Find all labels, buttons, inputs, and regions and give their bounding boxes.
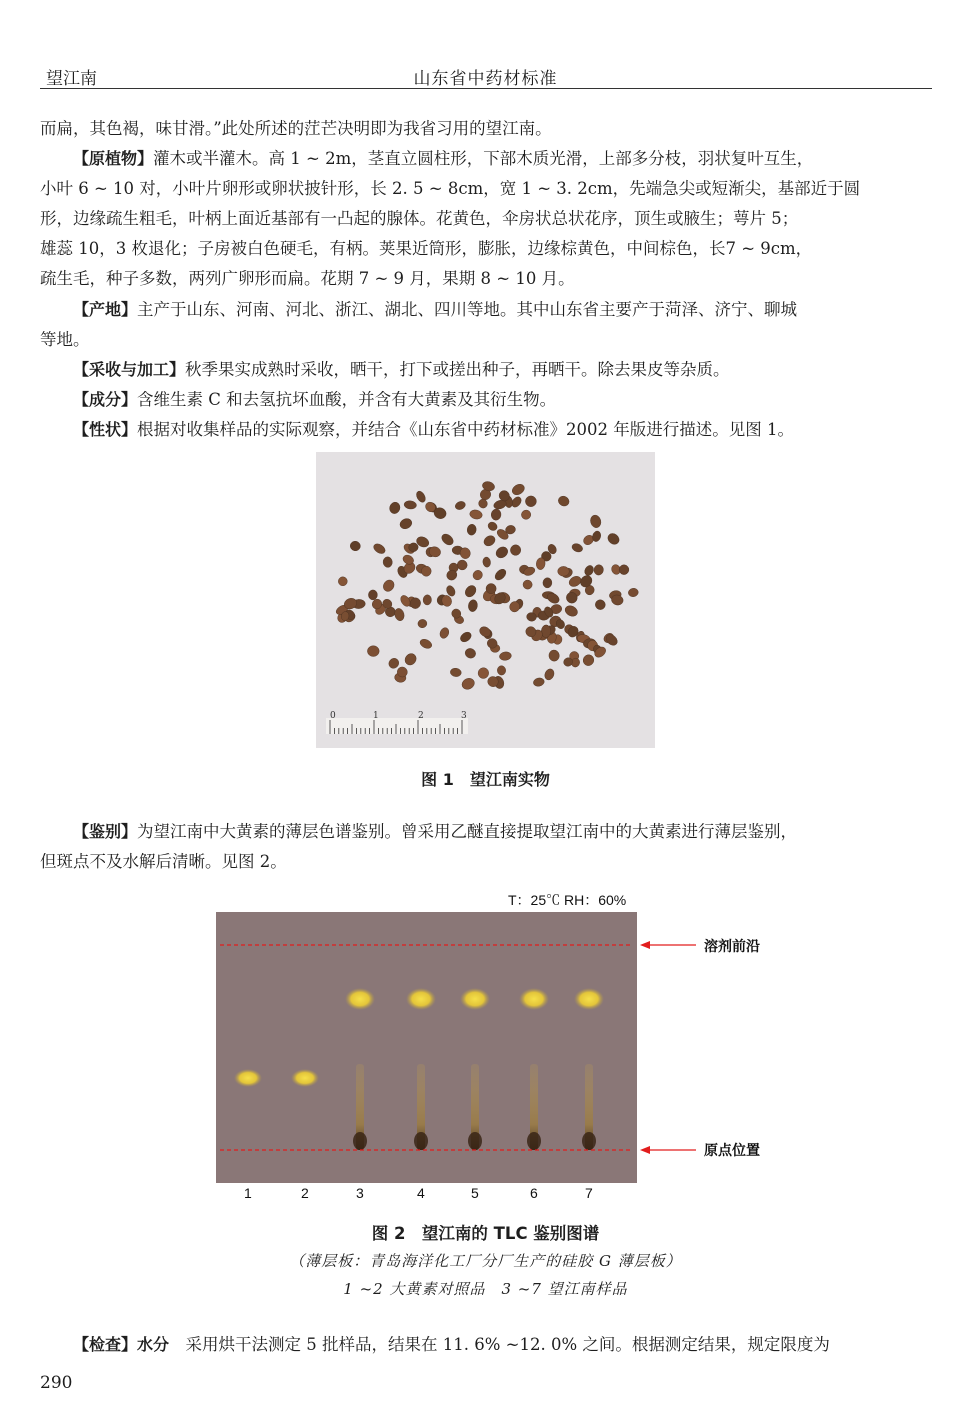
harvest-text: 秋季果实成熟时采收，晒干，打下或搓出种子，再晒干。除去果皮等杂质。 <box>185 360 730 379</box>
figure2-subcaption: （薄层板：青岛海洋化工厂分厂生产的硅胶 G 薄层板） <box>289 1252 682 1270</box>
seed <box>558 566 570 576</box>
origin-spot <box>414 1132 428 1150</box>
inspection-section <box>40 1330 932 1360</box>
ruler-label: 2 <box>418 711 424 721</box>
seed-photo <box>316 452 655 748</box>
solvent-front-arrow <box>640 941 696 949</box>
identification-line: 但斑点不及水解后清晰。见图 2。 <box>40 852 287 871</box>
plant-section <box>40 144 932 174</box>
figure2-caption: 图 2 望江南的 TLC 鉴别图谱 <box>371 1224 600 1243</box>
inspection-label: 水分 <box>137 1335 170 1354</box>
origin-line: 主产于山东、河南、河北、浙江、湖北、四川等地。其中山东省主要产于菏泽、济宁、聊城 <box>137 300 798 319</box>
seed <box>368 590 377 600</box>
tlc-conditions: T：25℃ RH：60% <box>508 892 627 908</box>
lane-label: 2 <box>301 1185 309 1201</box>
origin-spot <box>527 1132 541 1150</box>
sample-spot <box>460 988 490 1010</box>
character-section <box>40 415 932 445</box>
harvest-section <box>40 355 932 385</box>
origin-arrow <box>640 1146 696 1154</box>
origin-section <box>40 295 932 325</box>
lane-labels <box>244 1185 593 1201</box>
plant-line: 疏生毛，种子多数，两列广卵形而扁。花期 7 ~ 9 月，果期 8 ~ 10 月。 <box>40 269 575 288</box>
lane-label: 1 <box>244 1185 252 1201</box>
lane-label: 3 <box>356 1185 364 1201</box>
inspection-tag: 【检查】 <box>73 1335 138 1354</box>
identification-line: 为望江南中大黄素的薄层色谱鉴别。曾采用乙醚直接提取望江南中的大黄素进行薄层鉴别， <box>137 822 798 841</box>
composition-section <box>40 385 932 415</box>
solvent-front-label: 溶剂前沿 <box>704 938 760 954</box>
origin-tag: 【产地】 <box>73 300 138 319</box>
figure1-caption: 图 1 望江南实物 <box>421 770 550 789</box>
seed <box>541 625 551 638</box>
intro-paragraph: 而扁，其色褐，味甘滑。”此处所述的茳芒决明即为我省习用的望江南。 <box>40 119 552 138</box>
composition-tag: 【成分】 <box>73 390 138 409</box>
plant-tag: 【原植物】 <box>73 149 154 168</box>
harvest-tag: 【采收与加工】 <box>73 360 186 379</box>
sample-spot <box>345 988 375 1010</box>
origin-spot <box>582 1132 596 1150</box>
origin-spot <box>353 1132 367 1150</box>
plant-line: 小叶 6 ~ 10 对，小叶片卵形或卵状披针形，长 2. 5 ~ 8cm，宽 1 ~ 3. 2cm，先端急尖或短渐尖，基部近于圆 <box>40 179 861 198</box>
sample-spot <box>406 988 436 1010</box>
seed <box>367 646 379 657</box>
inspection-text: 采用烘干法测定 5 批样品，结果在 11. 6% ~12. 0% 之间。根据测定结果，规定限度为 <box>185 1335 830 1354</box>
identification-tag: 【鉴别】 <box>73 822 138 841</box>
plant-line: 形，边缘疏生粗毛，叶柄上面近基部有一凸起的腺体。花黄色，伞房状总状花序，顶生或腋生；萼片 5； <box>40 209 799 228</box>
page-number: 290 <box>40 1373 73 1393</box>
ruler-label: 0 <box>330 711 336 721</box>
ruler-label: 3 <box>461 711 467 721</box>
tlc-figure <box>210 884 790 1204</box>
origin-spot <box>468 1132 482 1150</box>
sample-spot <box>574 988 604 1010</box>
sample-spot <box>519 988 549 1010</box>
character-text: 根据对收集样品的实际观察，并结合《山东省中药材标准》2002 年版进行描述。见图 1。 <box>137 420 794 439</box>
header-rule <box>40 88 932 89</box>
origin-label: 原点位置 <box>704 1142 760 1158</box>
lane-label: 6 <box>530 1185 538 1201</box>
reference-spot <box>291 1069 319 1087</box>
lane-label: 7 <box>585 1185 593 1201</box>
origin-line: 等地。 <box>40 330 90 349</box>
character-tag: 【性状】 <box>73 420 138 439</box>
running-header-left: 望江南 <box>46 69 97 89</box>
lane-label: 5 <box>471 1185 479 1201</box>
lane-label: 4 <box>417 1185 425 1201</box>
identification-section <box>40 817 932 847</box>
ruler-label: 1 <box>373 711 379 721</box>
plant-line: 雄蕊 10，3 枚退化；子房被白色硬毛，有柄。荚果近筒形，膨胀，边缘棕黄色，中间棕色，长7 ~ 9cm， <box>40 239 813 258</box>
plant-line: 灌木或半灌木。高 1 ~ 2m，茎直立圆柱形，下部木质光滑，上部多分枝，羽状复叶互生， <box>153 149 814 168</box>
composition-text: 含维生素 C 和去氢抗坏血酸，并含有大黄素及其衍生物。 <box>137 390 557 409</box>
seed <box>525 496 536 507</box>
reference-spot <box>234 1069 262 1087</box>
figure2-legend: 1 ~2 大黄素对照品 3 ~7 望江南样品 <box>343 1280 628 1298</box>
running-header-title: 山东省中药材标准 <box>413 69 558 89</box>
